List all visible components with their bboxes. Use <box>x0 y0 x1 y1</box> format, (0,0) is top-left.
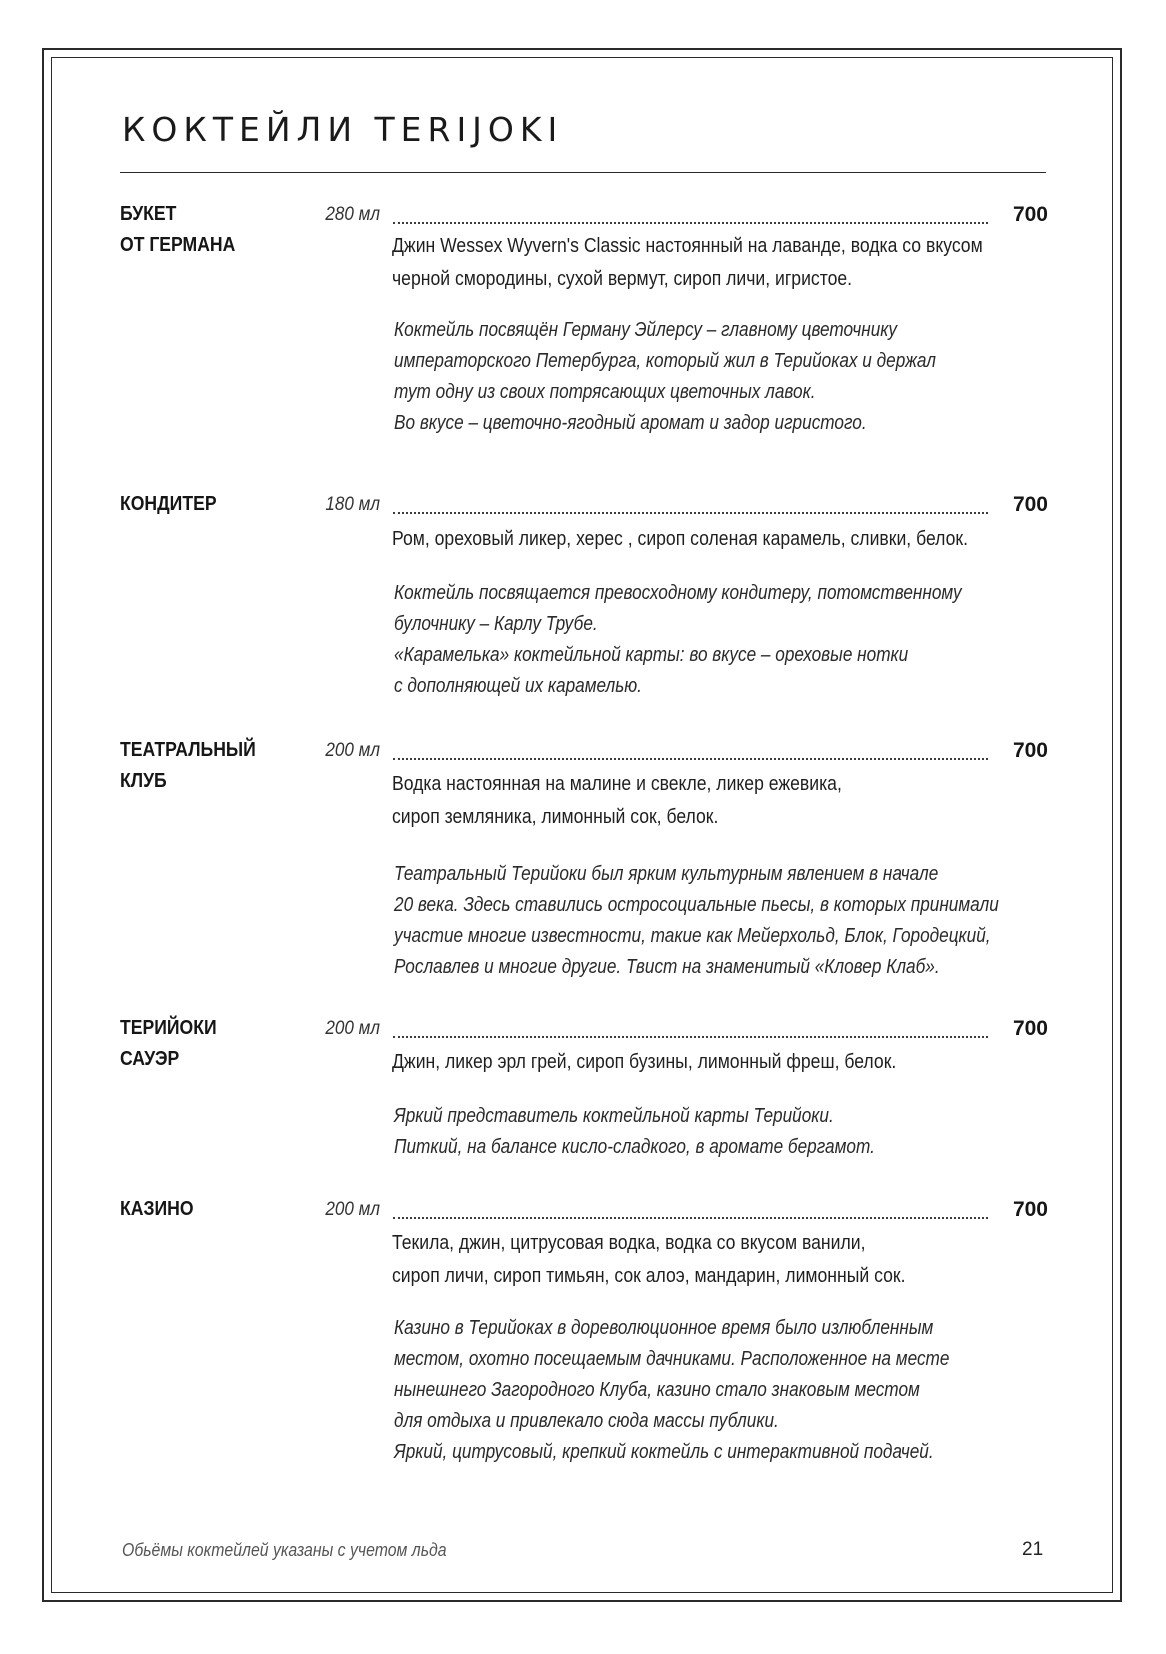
description-line: Яркий представитель коктейльной карты Терийоки. <box>394 1105 834 1127</box>
composition-line: Текила, джин, цитрусовая водка, водка со вкусом ванили, <box>392 1232 866 1254</box>
description-line: нынешнего Загородного Клуба, казино стало знаковым местом <box>394 1379 920 1401</box>
item-name-line: ТЕАТРАЛЬНЫЙ <box>120 739 256 761</box>
item-volume: 180 мл <box>325 494 380 515</box>
composition-line: Ром, ореховый ликер, херес , сироп соленая карамель, сливки, белок. <box>392 528 969 550</box>
description-line: для отдыха и привлекало сюда массы публики. <box>394 1410 779 1432</box>
item-name <box>120 199 235 261</box>
item-name-line: КОНДИТЕР <box>120 493 217 515</box>
item-composition <box>392 1046 896 1079</box>
dot-leader <box>393 758 988 760</box>
item-volume: 200 мл <box>325 740 380 761</box>
item-volume: 280 мл <box>325 204 380 225</box>
item-composition <box>392 1227 905 1293</box>
item-price: 700 <box>1012 203 1048 226</box>
item-name-line: ТЕРИЙОКИ <box>120 1017 217 1039</box>
item-volume: 200 мл <box>325 1018 380 1039</box>
item-name <box>120 489 217 520</box>
description-line: Питкий, на балансе кисло-сладкого, в аромате бергамот. <box>394 1136 875 1158</box>
item-name-line: БУКЕТ <box>120 203 177 225</box>
item-price: 700 <box>1012 1198 1048 1221</box>
item-description <box>394 1101 875 1163</box>
page-title: КОКТЕЙЛИ TERIJOKI <box>122 110 564 149</box>
item-price: 700 <box>1012 739 1048 762</box>
description-line: Коктейль посвящается превосходному кондитеру, потомственному <box>394 582 962 604</box>
description-line: Театральный Терийоки был ярким культурным явлением в начале <box>394 863 939 885</box>
item-name <box>120 1013 217 1075</box>
footnote: Обьёмы коктейлей указаны с учетом льда <box>122 1540 447 1560</box>
description-line: Во вкусе – цветочно-ягодный аромат и задор игристого. <box>394 412 867 434</box>
item-name-line: КАЗИНО <box>120 1198 194 1220</box>
description-line: Коктейль посвящён Герману Эйлерсу – главному цветочнику <box>394 319 898 341</box>
dot-leader <box>393 512 988 514</box>
description-line: участие многие известности, такие как Мейерхольд, Блок, Городецкий, <box>394 925 991 947</box>
item-price: 700 <box>1012 493 1048 516</box>
page-number: 21 <box>1022 1539 1044 1560</box>
dot-leader <box>393 1036 988 1038</box>
item-composition <box>392 230 983 296</box>
item-composition <box>392 768 842 834</box>
description-line: булочнику – Карлу Трубе. <box>394 613 598 635</box>
item-composition <box>392 523 968 556</box>
description-line: Казино в Терийоках в дореволюционное время было излюбленным <box>394 1317 934 1339</box>
item-name <box>120 1194 194 1225</box>
item-description <box>394 315 936 439</box>
composition-line: Джин Wessex Wyvern's Classic настоянный на лаванде, водка со вкусом <box>392 235 983 257</box>
item-volume: 200 мл <box>325 1199 380 1220</box>
description-line: с дополняющей их карамелью. <box>394 675 642 697</box>
composition-line: черной смородины, сухой вермут, сироп личи, игристое. <box>392 268 853 290</box>
composition-line: сироп земляника, лимонный сок, белок. <box>392 806 719 828</box>
title-divider <box>120 172 1046 173</box>
item-name-line: САУЭР <box>120 1048 180 1070</box>
description-line: императорского Петербурга, который жил в Терийоках и держал <box>394 350 937 372</box>
item-name <box>120 735 256 797</box>
item-name-line: ОТ ГЕРМАНА <box>120 234 236 256</box>
dot-leader <box>393 222 988 224</box>
description-line: «Карамелька» коктейльной карты: во вкусе – ореховые нотки <box>394 644 909 666</box>
item-description <box>394 1313 949 1468</box>
composition-line: Водка настоянная на малине и свекле, ликер ежевика, <box>392 773 842 795</box>
item-description <box>394 578 962 702</box>
item-price: 700 <box>1012 1017 1048 1040</box>
description-line: тут одну из своих потрясающих цветочных лавок. <box>394 381 816 403</box>
dot-leader <box>393 1217 988 1219</box>
composition-line: Джин, ликер эрл грей, сироп бузины, лимонный фреш, белок. <box>392 1051 897 1073</box>
composition-line: сироп личи, сироп тимьян, сок алоэ, мандарин, лимонный сок. <box>392 1265 906 1287</box>
description-line: местом, охотно посещаемым дачниками. Расположенное на месте <box>394 1348 950 1370</box>
description-line: Яркий, цитрусовый, крепкий коктейль с интерактивной подачей. <box>394 1441 934 1463</box>
description-line: Рославлев и многие другие. Твист на знаменитый «Кловер Клаб». <box>394 956 940 978</box>
item-name-line: КЛУБ <box>120 770 167 792</box>
item-description <box>394 859 999 983</box>
description-line: 20 века. Здесь ставились остросоциальные пьесы, в которых принимали <box>394 894 999 916</box>
